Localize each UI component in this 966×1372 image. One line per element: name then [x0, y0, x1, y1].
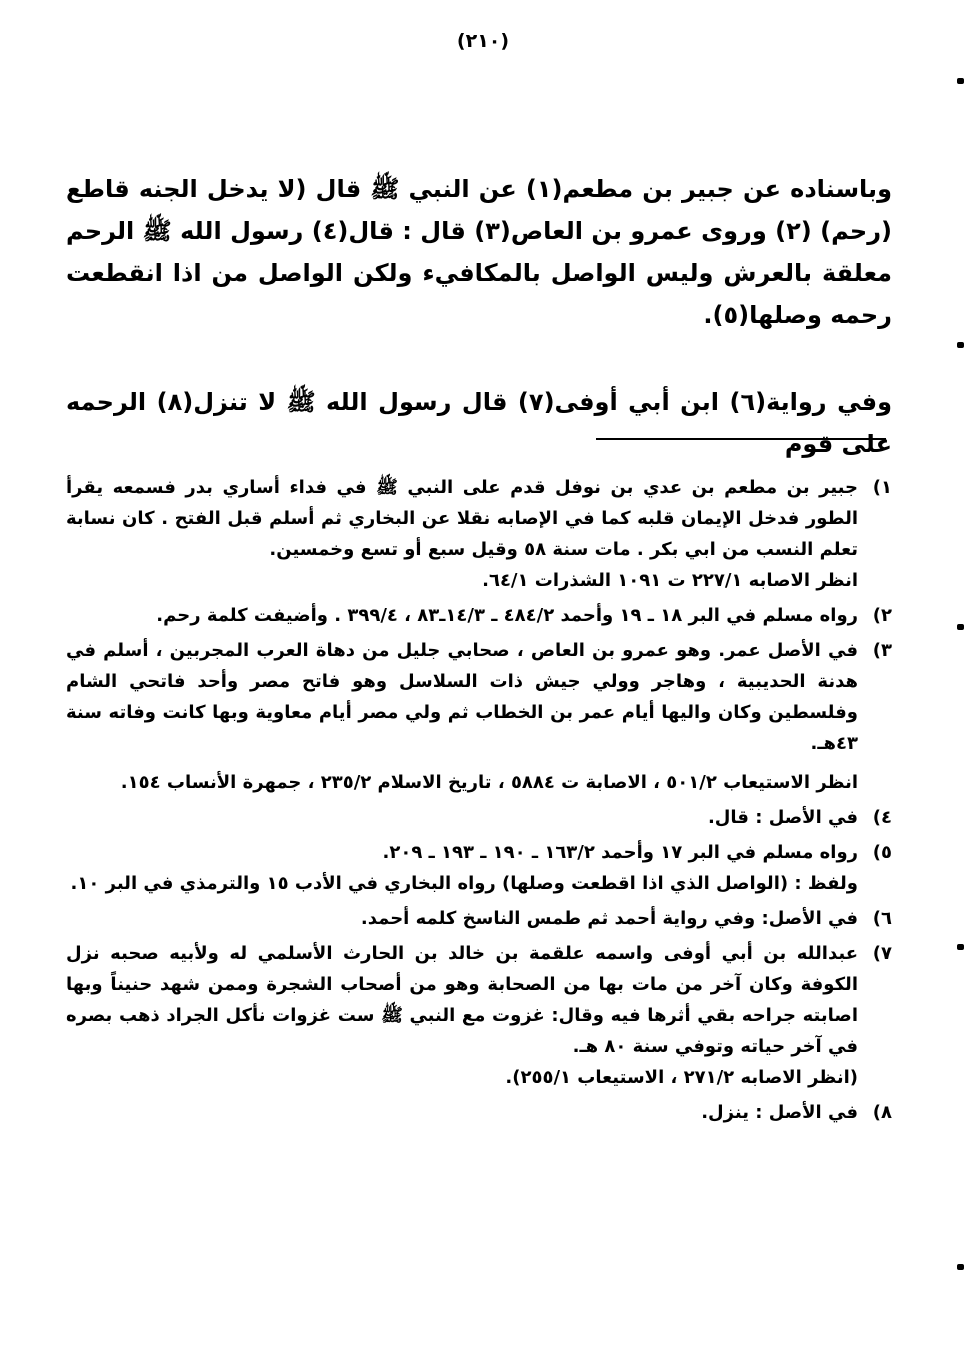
footnote-text: جبير بن مطعم بن عدي بن نوفل قدم على النبي ﷺ في فداء أساري بدر فسمعه يقرأ الطور فدخل الإيمان قلبه كما في الإصابه نقلا عن البخاري ثم أسلم قبل الفتح . كان نسابة تعلم النسب من ابي بكر . مات سنة ٥٨ وقيل سبع أو تسع وخمسين. — [66, 477, 858, 560]
footnote-separator — [596, 438, 886, 440]
footnote-3 — [66, 635, 892, 798]
main-text — [66, 168, 892, 465]
footnote-text: في الأصل: وفي رواية أحمد ثم طمس الناسخ كلمه أحمد. — [360, 908, 858, 929]
footnote-4 — [66, 802, 892, 833]
footnote-number: ٣) — [872, 640, 892, 661]
scan-margin-mark — [957, 944, 964, 950]
footnote-body — [66, 472, 858, 596]
footnote-body — [66, 802, 858, 833]
footnote-reference: انظر الاستيعاب ٥٠١/٢ ، الاصابة ت ٥٨٨٤ ، تاريخ الاسلام ٢٣٥/٢ ، جمهرة الأنساب ١٥٤. — [120, 772, 858, 793]
footnote-number: ٥) — [872, 842, 892, 863]
footnote-body — [66, 635, 858, 798]
footnote-body — [66, 903, 858, 934]
main-paragraph: وباسناده عن جبير بن مطعم(١) عن النبي ﷺ قال (لا يدخل الجنه قاطع (رحم) (٢) وروى عمرو بن العاص(٣) قال : قال(٤) رسول الله ﷺ الرحم معلقة بالعرش وليس الواصل بالمكافيء ولكن الواصل من اذا انقطعت رحمه وصلها(٥). — [66, 175, 893, 329]
page-number: (٢١٠) — [456, 30, 510, 52]
footnote-1 — [66, 472, 892, 596]
footnotes — [66, 472, 892, 1132]
footnote-number: ٤) — [872, 807, 892, 828]
footnote-text: رواه مسلم في البر ١٨ ـ ١٩ وأحمد ٤٨٤/٢ ـ ١٤/٣ـ٨٣ ، ٣٩٩/٤ . وأضيفت كلمة رحم. — [156, 605, 858, 626]
footnote-body — [66, 600, 858, 631]
footnote-body — [66, 837, 858, 899]
scan-margin-mark — [957, 624, 964, 630]
footnote-number: ٦) — [872, 908, 892, 929]
footnote-number: ١) — [872, 477, 892, 498]
footnote-number: ٢) — [872, 605, 892, 626]
footnote-text: رواه مسلم في البر ١٧ وأحمد ١٦٣/٢ ـ ١٩٠ ـ ١٩٣ ـ ٢٠٩. — [382, 842, 858, 863]
footnote-number: ٧) — [872, 943, 892, 964]
footnote-text: في الأصل : قال. — [707, 807, 858, 828]
footnote-text: في الأصل عمر. وهو عمرو بن العاص ، صحابي جليل من دهاة العرب المجربين ، أسلم في هدنة الحديبية ، وهاجر وولي جيش ذات السلاسل وهو فاتح مصر وأحد فاتحي الشام وفلسطين وكان واليها أيام عمر بن الخطاب ثم ولي مصر أيام معاوية وبها كانت وفاته سنة ٤٣هـ. — [66, 640, 858, 754]
main-paragraph: وفي رواية(٦) ابن أبي أوفى(٧) قال رسول الله ﷺ لا تنزل(٨) الرحمه على قوم — [66, 388, 893, 458]
footnote-2 — [66, 600, 892, 631]
footnote-6 — [66, 903, 892, 934]
footnote-text: في الأصل : ينزل. — [701, 1102, 858, 1123]
footnote-body — [66, 938, 858, 1093]
footnote-7 — [66, 938, 892, 1093]
footnote-reference: (انظر الاصابه ٢٧١/٢ ، الاستيعاب ٢٥٥/١). — [505, 1067, 858, 1088]
footnote-number: ٨) — [872, 1102, 892, 1123]
footnote-8 — [66, 1097, 892, 1128]
scan-margin-mark — [957, 78, 964, 84]
footnote-body — [66, 1097, 858, 1128]
footnote-text: عبدالله بن أبي أوفى واسمه علقمة بن خالد بن الحارث الأسلمي له ولأبيه صحبه نزل الكوفة وكان آخر من مات بها من الصحابة وهو من أصحاب الشجرة وممن شهد حنيناً وبها اصابته جراحه بقي أثرها فيه وقال: غزوت مع النبي ﷺ ست غزوات نأكل الجراد ذهب بصره في آخر حياته وتوفي سنة ٨٠ هـ. — [66, 943, 858, 1057]
footnote-reference: انظر الاصابه ٢٢٧/١ ت ١٠٩١ الشذرات ٦٤/١. — [482, 570, 858, 591]
footnote-5 — [66, 837, 892, 899]
scan-margin-mark — [957, 1264, 964, 1270]
footnote-reference: ولفظ : (الواصل الذي اذا اقطعت وصلها) رواه البخاري في الأدب ١٥ والترمذي في البر ١٠. — [70, 873, 858, 894]
scan-margin-mark — [957, 342, 964, 348]
